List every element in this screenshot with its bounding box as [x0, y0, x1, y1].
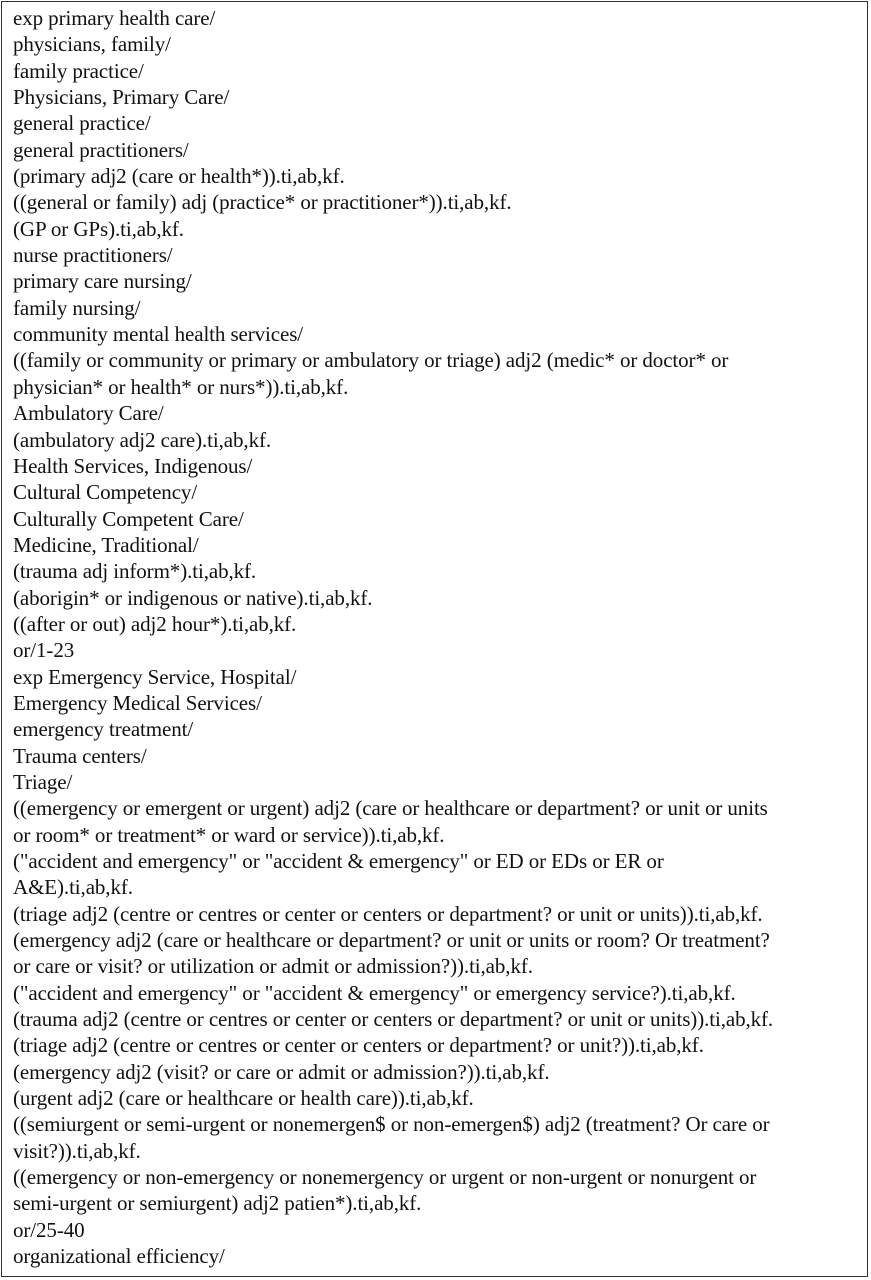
search-line: or care or visit? or utilization or admit or admission?)).ti,ab,kf.	[13, 954, 533, 979]
search-line: ((emergency or emergent or urgent) adj2 (care or healthcare or department? or unit or units	[13, 796, 768, 821]
search-strategy-table	[1, 1, 868, 1277]
search-line: or room* or treatment* or ward or service)).ti,ab,kf.	[13, 822, 445, 847]
search-line: general practice/	[13, 111, 151, 136]
search-line: exp Emergency Service, Hospital/	[13, 664, 297, 689]
search-line: physician* or health* or nurs*)).ti,ab,kf.	[13, 374, 349, 399]
search-line: Medicine, Traditional/	[13, 532, 199, 557]
search-line: (triage adj2 (centre or centres or center or centers or department? or unit or units)).ti,ab,kf.	[13, 901, 763, 926]
search-line: visit?)).ti,ab,kf.	[13, 1138, 141, 1163]
search-line: emergency treatment/	[13, 717, 194, 742]
search-line: family nursing/	[13, 295, 141, 320]
search-line: (aborigin* or indigenous or native).ti,ab,kf.	[13, 585, 373, 610]
search-line: family practice/	[13, 58, 144, 83]
search-line: (urgent adj2 (care or healthcare or health care)).ti,ab,kf.	[13, 1086, 474, 1111]
search-line: (GP or GPs).ti,ab,kf.	[13, 216, 184, 241]
search-line: ((semiurgent or semi-urgent or nonemergen$ or non-emergen$) adj2 (treatment? Or care or	[13, 1112, 770, 1137]
search-line: community mental health services/	[13, 322, 304, 347]
search-line: Physicians, Primary Care/	[13, 85, 230, 110]
search-line: (emergency adj2 (care or healthcare or department? or unit or units or room? Or treatment?	[13, 928, 770, 953]
search-line: Trauma centers/	[13, 743, 147, 768]
search-line: ((general or family) adj (practice* or practitioner*)).ti,ab,kf.	[13, 190, 512, 215]
search-line: A&E).ti,ab,kf.	[13, 875, 133, 900]
search-line: Triage/	[13, 769, 73, 794]
search-line: ((family or community or primary or ambulatory or triage) adj2 (medic* or doctor* or	[13, 348, 729, 373]
search-line: (primary adj2 (care or health*)).ti,ab,kf.	[13, 164, 345, 189]
search-line: general practitioners/	[13, 137, 189, 162]
search-line: Ambulatory Care/	[13, 401, 164, 426]
search-line: Cultural Competency/	[13, 480, 198, 505]
search-line: ((emergency or non-emergency or nonemergency or urgent or non-urgent or nonurgent or	[13, 1165, 757, 1190]
search-line: Culturally Competent Care/	[13, 506, 244, 531]
search-line: (trauma adj2 (centre or centres or center or centers or department? or unit or units)).ti,ab,kf.	[13, 1007, 774, 1032]
search-line: Health Services, Indigenous/	[13, 453, 253, 478]
search-line: ((after or out) adj2 hour*).ti,ab,kf.	[13, 611, 297, 636]
search-line: or/25-40	[13, 1217, 85, 1242]
search-strategy-lines	[13, 5, 861, 1270]
search-line: exp primary health care/	[13, 6, 216, 30]
search-line: semi-urgent or semiurgent) adj2 patien*).ti,ab,kf.	[13, 1191, 422, 1216]
search-line: or/1-23	[13, 638, 75, 663]
search-line: (ambulatory adj2 care).ti,ab,kf.	[13, 427, 272, 452]
search-line: organizational efficiency/	[13, 1244, 225, 1269]
search-line: primary care nursing/	[13, 269, 192, 294]
search-line: nurse practitioners/	[13, 243, 173, 268]
search-line: Emergency Medical Services/	[13, 690, 262, 715]
search-line: (trauma adj inform*).ti,ab,kf.	[13, 559, 257, 584]
search-line: (emergency adj2 (visit? or care or admit or admission?)).ti,ab,kf.	[13, 1059, 550, 1084]
search-line: ("accident and emergency" or "accident & emergency" or emergency service?).ti,ab,kf.	[13, 980, 736, 1005]
search-line: physicians, family/	[13, 32, 171, 57]
search-line: (triage adj2 (centre or centres or center or centers or department? or unit?)).ti,ab,kf.	[13, 1033, 704, 1058]
search-line: ("accident and emergency" or "accident & emergency" or ED or EDs or ER or	[13, 849, 664, 873]
